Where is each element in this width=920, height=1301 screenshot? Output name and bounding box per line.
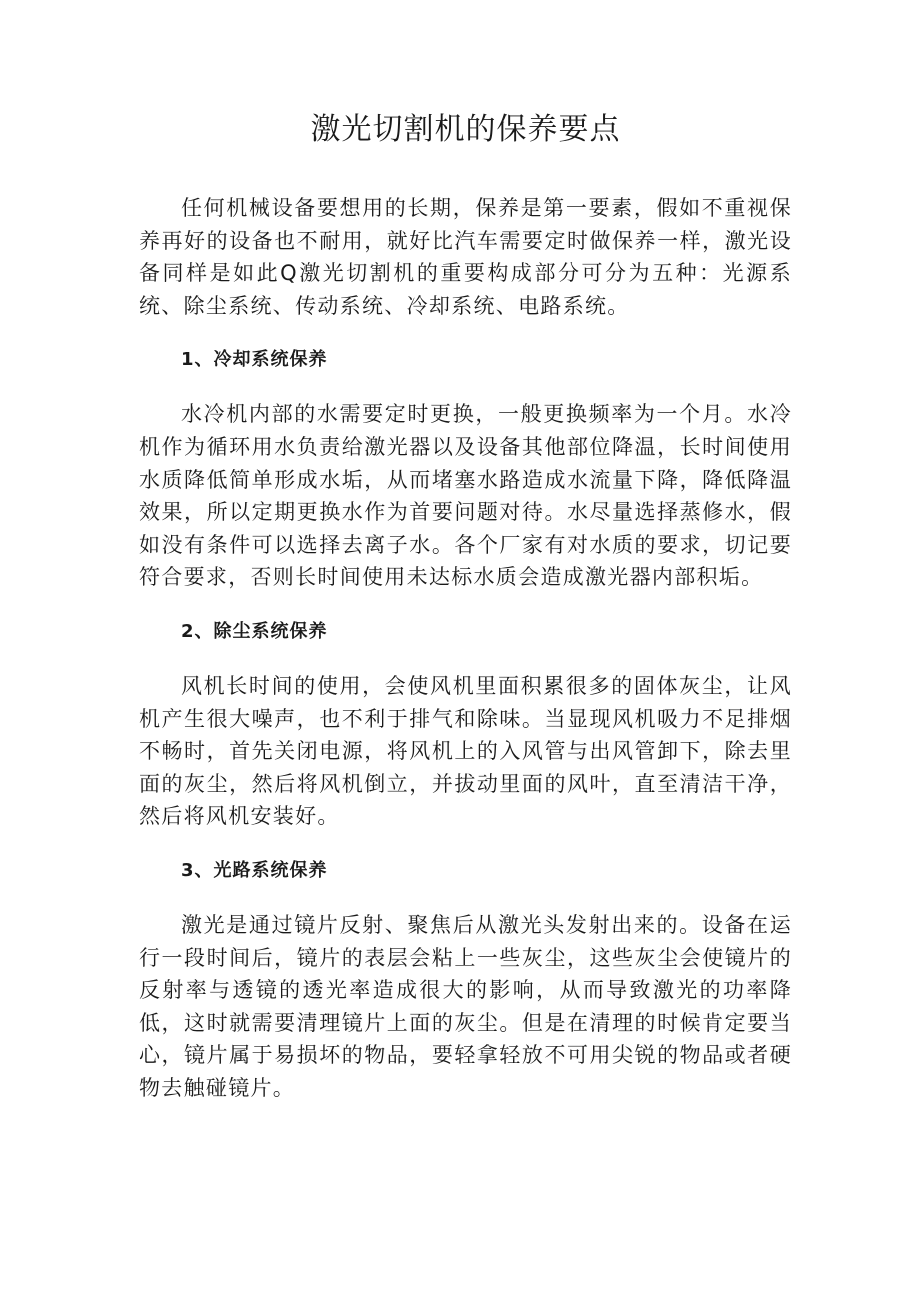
spacer (139, 648, 792, 670)
document-page (139, 108, 792, 1104)
section-heading-cooling: 1、冷却系统保养 (181, 349, 328, 371)
section-heading-dust: 2、除尘系统保养 (181, 620, 328, 642)
intro-paragraph: 任何机械设备要想用的长期，保养是第一要素，假如不重视保养再好的设备也不耐用，就好比汽车需要定时做保养一样，激光设备同样是如此Q激光切割机的重要构成部分可分为五种：光源系统、除尘系统、传动系统、冷却系统、电路系统。 (139, 196, 792, 318)
section-body-cooling: 水冷机内部的水需要定时更换，一般更换频率为一个月。水冷机作为循环用水负责给激光器以及设备其他部位降温，长时间使用水质降低简单形成水垢，从而堵塞水路造成水流量下降，降低降温效果，所以定期更换水作为首要问题对待。水尽量选择蒸修水，假如没有条件可以选择去离子水。各个厂家有对水质的要求，切记要符合要求，否则长时间使用未达标水质会造成激光器内部积垢。 (139, 402, 792, 590)
spacer (139, 594, 792, 616)
spacer (139, 322, 792, 344)
section-body-optics: 激光是通过镜片反射、聚焦后从激光头发射出来的。设备在运行一段时间后，镜片的表层会粘上一些灰尘，这些灰尘会使镜片的反射率与透镜的透光率造成很大的影响，从而导致激光的功率降低，这时就需要清理镜片上面的灰尘。但是在清理的时候肯定要当心，镜片属于易损坏的物品，要轻拿轻放不可用尖锐的物品或者硬物去触碰镜片。 (139, 912, 792, 1100)
spacer (139, 833, 792, 855)
section-heading-optics: 3、光路系统保养 (181, 859, 328, 881)
section-body-dust: 风机长时间的使用，会使风机里面积累很多的固体灰尘，让风机产生很大噪声，也不利于排气和除味。当显现风机吸力不足排烟不畅时，首先关闭电源，将风机上的入风管与出风管卸下，除去里面的灰尘，然后将风机倒立，并拔动里面的风叶，直至清洁干净，然后将风机安装好。 (139, 673, 792, 829)
spacer (139, 376, 792, 398)
spacer (139, 887, 792, 909)
document-title: 激光切割机的保养要点 (310, 112, 621, 147)
